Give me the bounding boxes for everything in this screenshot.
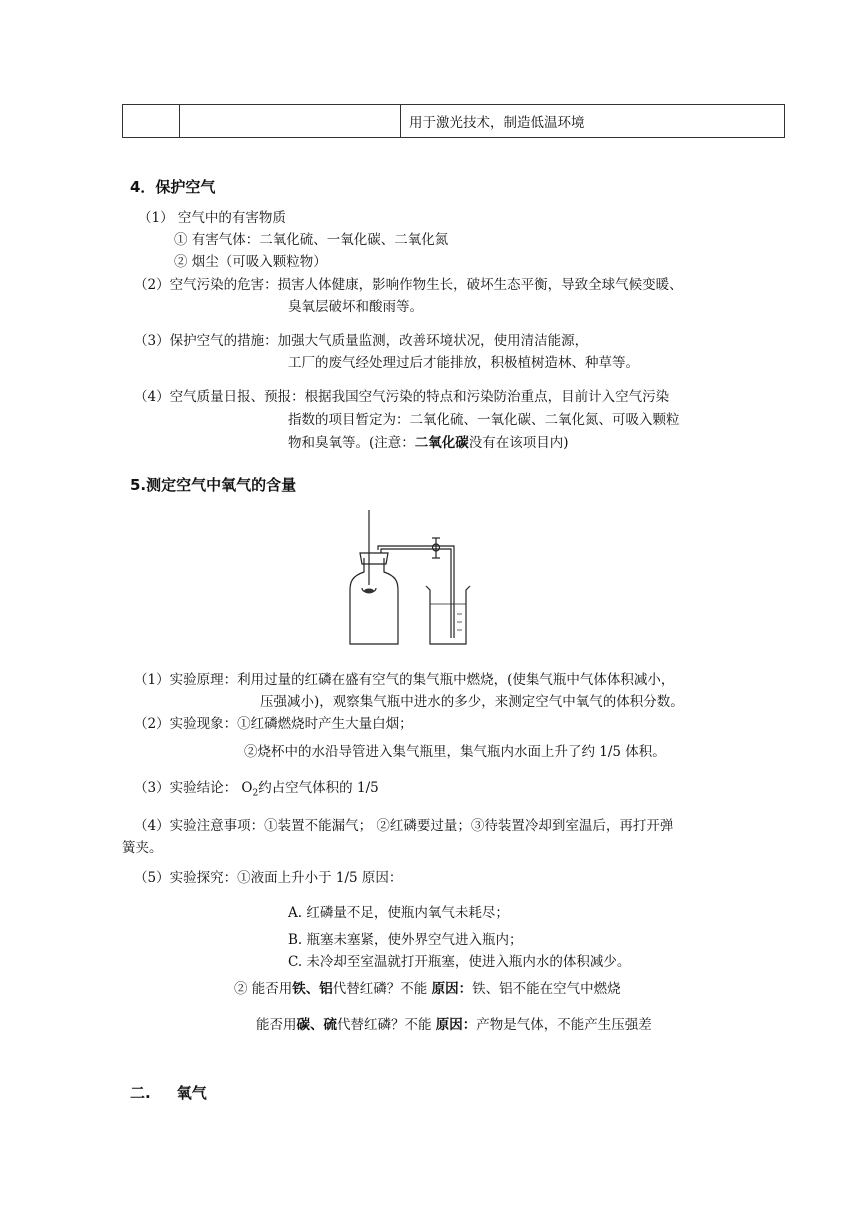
s5-reason-c: C. 未冷却至室温就打开瓶塞，使进入瓶内水的体积减少。 — [288, 954, 631, 970]
s5-p3: （3）实验结论： $O_2$约占空气体积的 1/5 — [134, 780, 379, 799]
s4-p4-line1: （4）空气质量日报、预报：根据我国空气污染的特点和污染防治重点，目前计入空气污染 — [134, 389, 670, 405]
s5-p4-line2: 簧夹。 — [122, 840, 163, 856]
s4-p2-line2: 臭氧层破坏和酸雨等。 — [288, 299, 423, 315]
s4-p3-line2: 工厂的废气经处理过后才能排放，积极植树造林、种草等。 — [288, 355, 639, 371]
s4-p1a: ① 有害气体：二氧化硫、一氧化碳、二氧化氮 — [174, 232, 449, 248]
s4-p1b: ② 烟尘（可吸入颗粒物） — [174, 254, 327, 270]
s4-p4-line3: 物和臭氧等。(注意：二氧化碳没有在该项目内) — [288, 435, 569, 451]
apparatus-diagram — [340, 510, 480, 650]
s5-p4-line1: （4）实验注意事项：①装置不能漏气； ②红磷要过量；③待装置冷却到室温后，再打开弹 — [134, 818, 674, 834]
s5-question-1: ② 能否用铁、铝代替红磷？不能 原因：铁、铝不能在空气中燃烧 — [234, 981, 621, 997]
s5-p2-line1: （2）实验现象：①红磷燃烧时产生大量白烟； — [134, 716, 413, 732]
table-cell-2 — [180, 105, 401, 138]
s4-p4-line2: 指数的项目暂定为：二氧化硫、一氧化碳、二氧化氮、可吸入颗粒 — [288, 412, 680, 428]
s5-reason-a: A. 红磷量不足，使瓶内氧气未耗尽； — [288, 905, 509, 921]
table-continued — [122, 104, 785, 138]
s5-p5: （5）实验探究：①液面上升小于 1/5 原因： — [134, 870, 403, 886]
table-cell-1 — [123, 105, 180, 138]
s5-p1-line2: 压强减小)，观察集气瓶中进水的多少，来测定空气中氧气的体积分数。 — [260, 694, 684, 710]
s5-p1-line1: （1）实验原理：利用过量的红磷在盛有空气的集气瓶中燃烧，(使集气瓶中气体体积减小， — [134, 672, 675, 688]
s5-reason-b: B. 瓶塞未塞紧，使外界空气进入瓶内； — [288, 932, 523, 948]
section-heading-5: 5.测定空气中氧气的含量 — [130, 476, 297, 494]
section-heading-oxygen: 二. 氧气 — [130, 1084, 207, 1102]
s4-p2-line1: （2）空气污染的危害：损害人体健康，影响作物生长，破坏生态平衡，导致全球气候变暖、 — [134, 277, 683, 293]
section-heading-4: 4．保护空气 — [130, 178, 216, 196]
table-cell-3: 用于激光技术，制造低温环境 — [401, 105, 785, 138]
s4-p3-line1: （3）保护空气的措施：加强大气质量监测，改善环境状况，使用清洁能源， — [134, 333, 589, 349]
s5-p2-line2: ②烧杯中的水沿导管进入集气瓶里，集气瓶内水面上升了约 1/5 体积。 — [244, 744, 666, 760]
s4-p1: （1） 空气中的有害物质 — [138, 210, 286, 226]
s5-question-2: 能否用碳、硫代替红磷？不能 原因：产物是气体，不能产生压强差 — [256, 1017, 652, 1033]
